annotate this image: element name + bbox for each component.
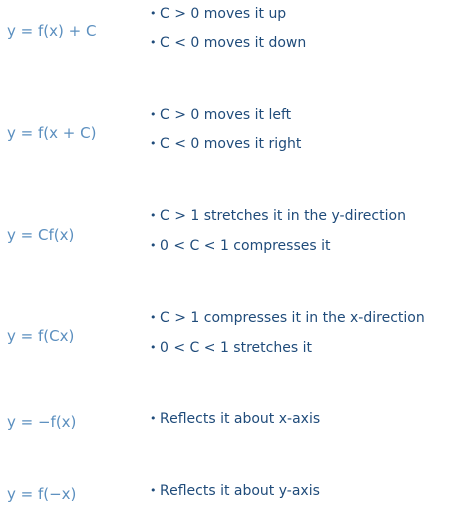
formula-reflect-y-axis: y = f(−x) [7,485,77,503]
formula-reflect-x-axis: y = −f(x) [7,413,77,431]
bullet-item [150,34,306,52]
bullet-text: C > 0 moves it up [160,6,287,22]
bullet-dot-icon: • [150,7,157,20]
formula-vertical-shift: y = f(x) + C [7,22,97,40]
bullet-text: C > 1 stretches it in the y-direction [160,208,406,224]
bullet-item [150,207,406,225]
bullet-item [150,237,330,255]
bullet-item [150,135,301,153]
bullet-dot-icon: • [150,412,157,425]
bullet-text: C > 0 moves it left [160,107,292,123]
bullet-item [150,309,425,327]
bullet-text: C < 0 moves it down [160,35,307,51]
bullet-text: 0 < C < 1 compresses it [160,238,331,254]
bullet-text: 0 < C < 1 stretches it [160,340,312,356]
formula-vertical-scale: y = Cf(x) [7,226,75,244]
bullet-item [150,410,320,428]
bullet-item [150,339,312,357]
bullet-text: C > 1 compresses it in the x-direction [160,310,425,326]
formula-horizontal-shift: y = f(x + C) [7,124,97,142]
bullet-text: C < 0 moves it right [160,136,302,152]
bullet-item [150,482,320,500]
bullet-text: Reflects it about y-axis [160,483,320,499]
bullet-dot-icon: • [150,484,157,497]
bullet-dot-icon: • [150,239,157,252]
bullet-dot-icon: • [150,341,157,354]
bullet-text: Reflects it about x-axis [160,411,321,427]
bullet-dot-icon: • [150,108,157,121]
bullet-dot-icon: • [150,36,157,49]
formula-horizontal-scale: y = f(Cx) [7,327,75,345]
bullet-dot-icon: • [150,209,157,222]
bullet-dot-icon: • [150,137,157,150]
bullet-dot-icon: • [150,311,157,324]
bullet-item [150,106,291,124]
bullet-item [150,5,286,23]
